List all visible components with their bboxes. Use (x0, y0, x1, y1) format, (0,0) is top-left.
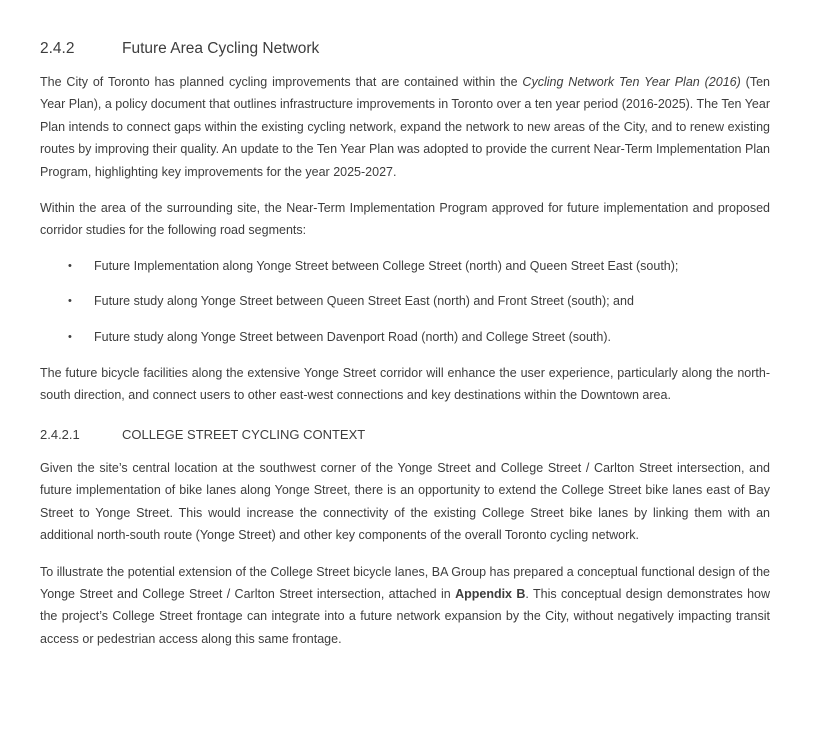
subsection-heading-number: 2.4.2.1 (40, 426, 80, 442)
section-heading-number: 2.4.2 (40, 40, 75, 57)
paragraph-intro (40, 71, 770, 183)
list-item (40, 255, 770, 277)
section-heading (40, 40, 770, 58)
list-item (40, 290, 770, 312)
paragraph-intro-text-1: The City of Toronto has planned cycling improvements that are contained within the (40, 75, 523, 89)
plan-title-italic: Cycling Network Ten Year Plan (2016) (522, 75, 741, 89)
road-segment-list (40, 255, 770, 348)
paragraph-future-facilities: The future bicycle facilities along the extensive Yonge Street corridor will enhance the user experience, particularly along the north-south direction, and connect users to other east-west connections and key destinations within the Downtown area. (40, 366, 770, 403)
list-item-text: Future study along Yonge Street between Queen Street East (north) and Front Street (south); and (94, 294, 634, 309)
subsection-heading (40, 427, 770, 443)
appendix-reference-bold: Appendix B (455, 586, 526, 601)
paragraph-surrounding-site: Within the area of the surrounding site, the Near-Term Implementation Program approved for future implementation and proposed corridor studies for the following road segments: (40, 201, 770, 238)
section-heading-title: Future Area Cycling Network (122, 40, 320, 57)
bullet-icon: • (68, 295, 72, 308)
list-item-text: Future study along Yonge Street between Davenport Road (north) and College Street (south). (94, 329, 611, 344)
paragraph-intro-text-2: (Ten Year Plan), a policy document that outlines infrastructure improvements in Toronto over a ten year period (2016-2025). The Ten Year Plan intends to connect gaps within the existing cycling network, expand the network to new areas of the City, and to renew existing routes by improving their quality. An update to the Ten Year Plan was adopted to provide the current Near-Term Implementation Plan Program, highlighting key improvements for the year 2025-2027. (40, 75, 770, 179)
list-item-text: Future Implementation along Yonge Street between College Street (north) and Queen Street East (south); (94, 258, 679, 273)
paragraph-appendix-text-2: . This conceptual design demonstrates how the project’s College Street frontage can integrate into a future network expansion by the City, without negatively impacting transit access or pedestrian access along this same frontage. (40, 586, 771, 646)
bullet-icon: • (68, 330, 72, 343)
paragraph-appendix-text-1: To illustrate the potential extension of the College Street bicycle lanes, BA Group has prepared a conceptual functional design of the Yonge Street and College Street / Carlton Street intersection, attached in (40, 564, 770, 601)
list-item (40, 326, 770, 348)
bullet-icon: • (68, 259, 72, 272)
paragraph-appendix (40, 561, 770, 651)
subsection-heading-title: COLLEGE STREET CYCLING CONTEXT (122, 426, 366, 442)
paragraph-cycling-context: Given the site’s central location at the southwest corner of the Yonge Street and College Street / Carlton Street intersection, and future implementation of bike lanes along Yonge Street, there is an opportunity to extend the College Street bike lanes east of Bay Street to Yonge Street. This would increase the connectivity of the existing College Street bike lanes by linking them with an additional north-south route (Yonge Street) and other key components of the overall Toronto cycling network. (40, 460, 770, 543)
